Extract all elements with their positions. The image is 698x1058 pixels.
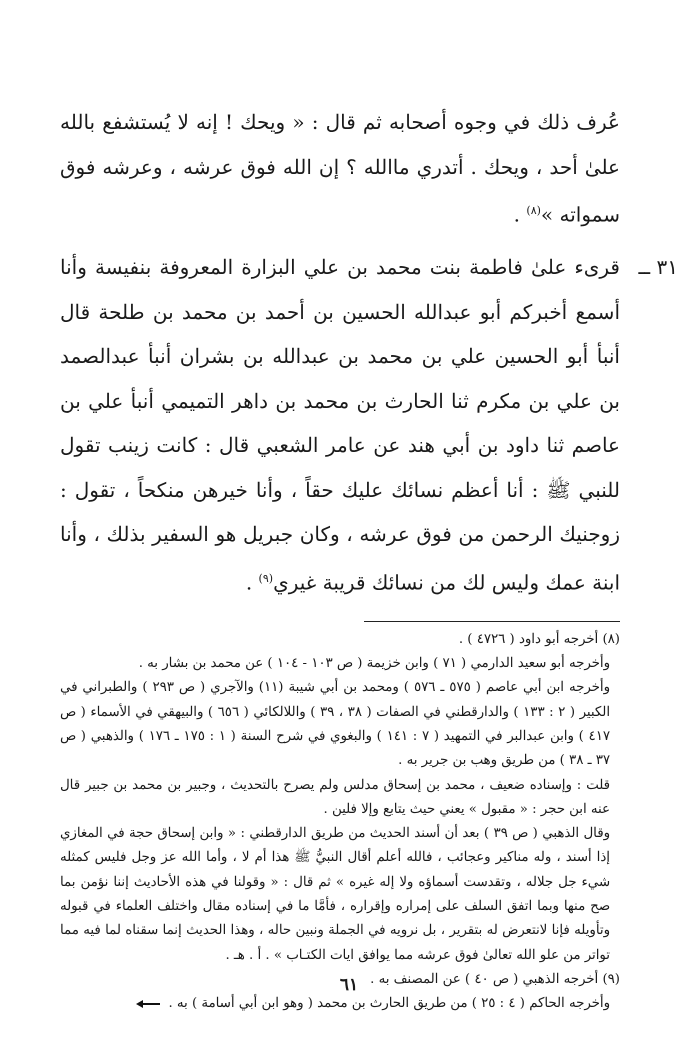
footnote-8-para-3: قلت : وإسناده ضعيف ، محمد بن إسحاق مدلس ولم يصرح بالتحديث ، وجبير بن محمد بن جبير قال عنه ابن حجر : « مقبول » يعني حيث يتابع وإلا فلين . bbox=[60, 777, 610, 817]
hadith-31 bbox=[60, 245, 678, 605]
intro-end: . bbox=[513, 202, 527, 227]
intro-text: عُرف ذلك في وجوه أصحابه ثم قال : « ويحك ! إنه لا يُستشفع بالله علىٰ أحد ، ويحك . أتدري ماالله ؟ إن الله فوق عرشه ، وعرشه فوق سمواته » bbox=[60, 110, 620, 227]
hadith-number: ٣١ ــ bbox=[638, 255, 678, 280]
footnote-ref-8[interactable]: (٨) bbox=[526, 204, 541, 217]
continued-arrow-icon bbox=[136, 999, 160, 1009]
footnote-9-text: وأخرجه الحاكم ( ٤ : ٢٥ ) من طريق الحارث بن محمد ( وهو ابن أبي أسامة ) به . bbox=[168, 996, 610, 1012]
footnote-9-head: (٩) أخرجه الذهبي ( ص ٤٠ ) عن المصنف به . bbox=[370, 971, 620, 987]
main-text bbox=[60, 100, 678, 605]
footnote-8-para-4: وقال الذهبي ( ص ٣٩ ) بعد أن أسند الحديث من طريق الدارقطني : « وابن إسحاق حجة في المغازي إذا أسند ، وله مناكير وعجائب ، فالله أعلم أقال النبيُّ ﷺ هذا أم لا ، وأما الله عز وجل فليس كمثله شيء جل جلاله ، وتقدست أسماؤه ولا إله غيره » ثم قال : « وقولنا في هذه الأحاديث إننا نؤمن بما صح منها وبما اتفق السلف على إمراره وإقراره ، فأمَّا ما في إسناده مقال واختلف العلماء في قبوله وتأويله فإنا لانتعرض له بتقرير ، بل نرويه في الجملة ونبين حاله ، وهذا الحديث إنما سقناه لما فيه مما تواتر من علو الله تعالىٰ فوق عرشه مما يوافق ايات الكتـاب » . أ . هـ . bbox=[60, 826, 610, 963]
footnotes bbox=[60, 628, 620, 1017]
footnote-divider bbox=[364, 621, 620, 622]
footnote-8-para-1: وأخرجه أبو سعيد الدارمي ( ٧١ ) وابن خزيمة ( ص ١٠٣ - ١٠٤ ) عن محمد بن بشار به . bbox=[138, 656, 610, 672]
intro-paragraph bbox=[60, 100, 620, 237]
hadith-text: قرىء علىٰ فاطمة بنت محمد بن علي البزارة المعروفة بنفيسة وأنا أسمع أخبركم أبو عبدالله الحسين بن أحمد بن محمد بن طلحة قال أنبأ أبو الحسين علي بن محمد بن عبدالله بن بشران أنبأ عبدالصمد بن علي بن مكرم ثنا الحارث بن محمد بن داهر التميمي أنبأ علي بن عاصم ثنا داود بن أبي هند عن عامر الشعبي قال : كانت زينب تقول للنبي ﷺ : أنا أعظم نسائك عليك حقاً ، وأنا خيرهن منكحاً ، تقول : زوجنيك الرحمن من فوق عرشه ، وكان جبريل هو السفير بذلك ، وأنا ابنة عمك وليس لك من نسائك قريبة غيري bbox=[60, 255, 620, 595]
page-number: ٦١ bbox=[339, 975, 359, 995]
footnote-9-para-1 bbox=[60, 992, 620, 1016]
footnote-8-para-2: وأخرجه ابن أبي عاصم ( ٥٧٥ ـ ٥٧٦ ) ومحمد بن أبي شيبة (١١) والآجري ( ص ٢٩٣ ) والطبراني في الكبير ( ٢ : ١٣٣ ) والدارقطني في الصفات ( ٣٨ ، ٣٩ ) واللالكائي ( ٦٥٦ ) والبيهقي في الأسماء ( ص ٤١٧ ) وابن عبدالبر في التمهيد ( ٧ : ١٤١ ) والبغوي في شرح السنة ( ١ : ١٧٥ ـ ١٧٦ ) والذهبي ( ص ٣٧ ـ ٣٨ ) من طريق وهب بن جرير به . bbox=[60, 680, 611, 769]
footnote-8-head: (٨) أخرجه أبو داود ( ٤٧٢٦ ) . bbox=[458, 631, 620, 647]
hadith-end: . bbox=[245, 570, 259, 595]
footnote-ref-9[interactable]: (٩) bbox=[258, 571, 274, 585]
